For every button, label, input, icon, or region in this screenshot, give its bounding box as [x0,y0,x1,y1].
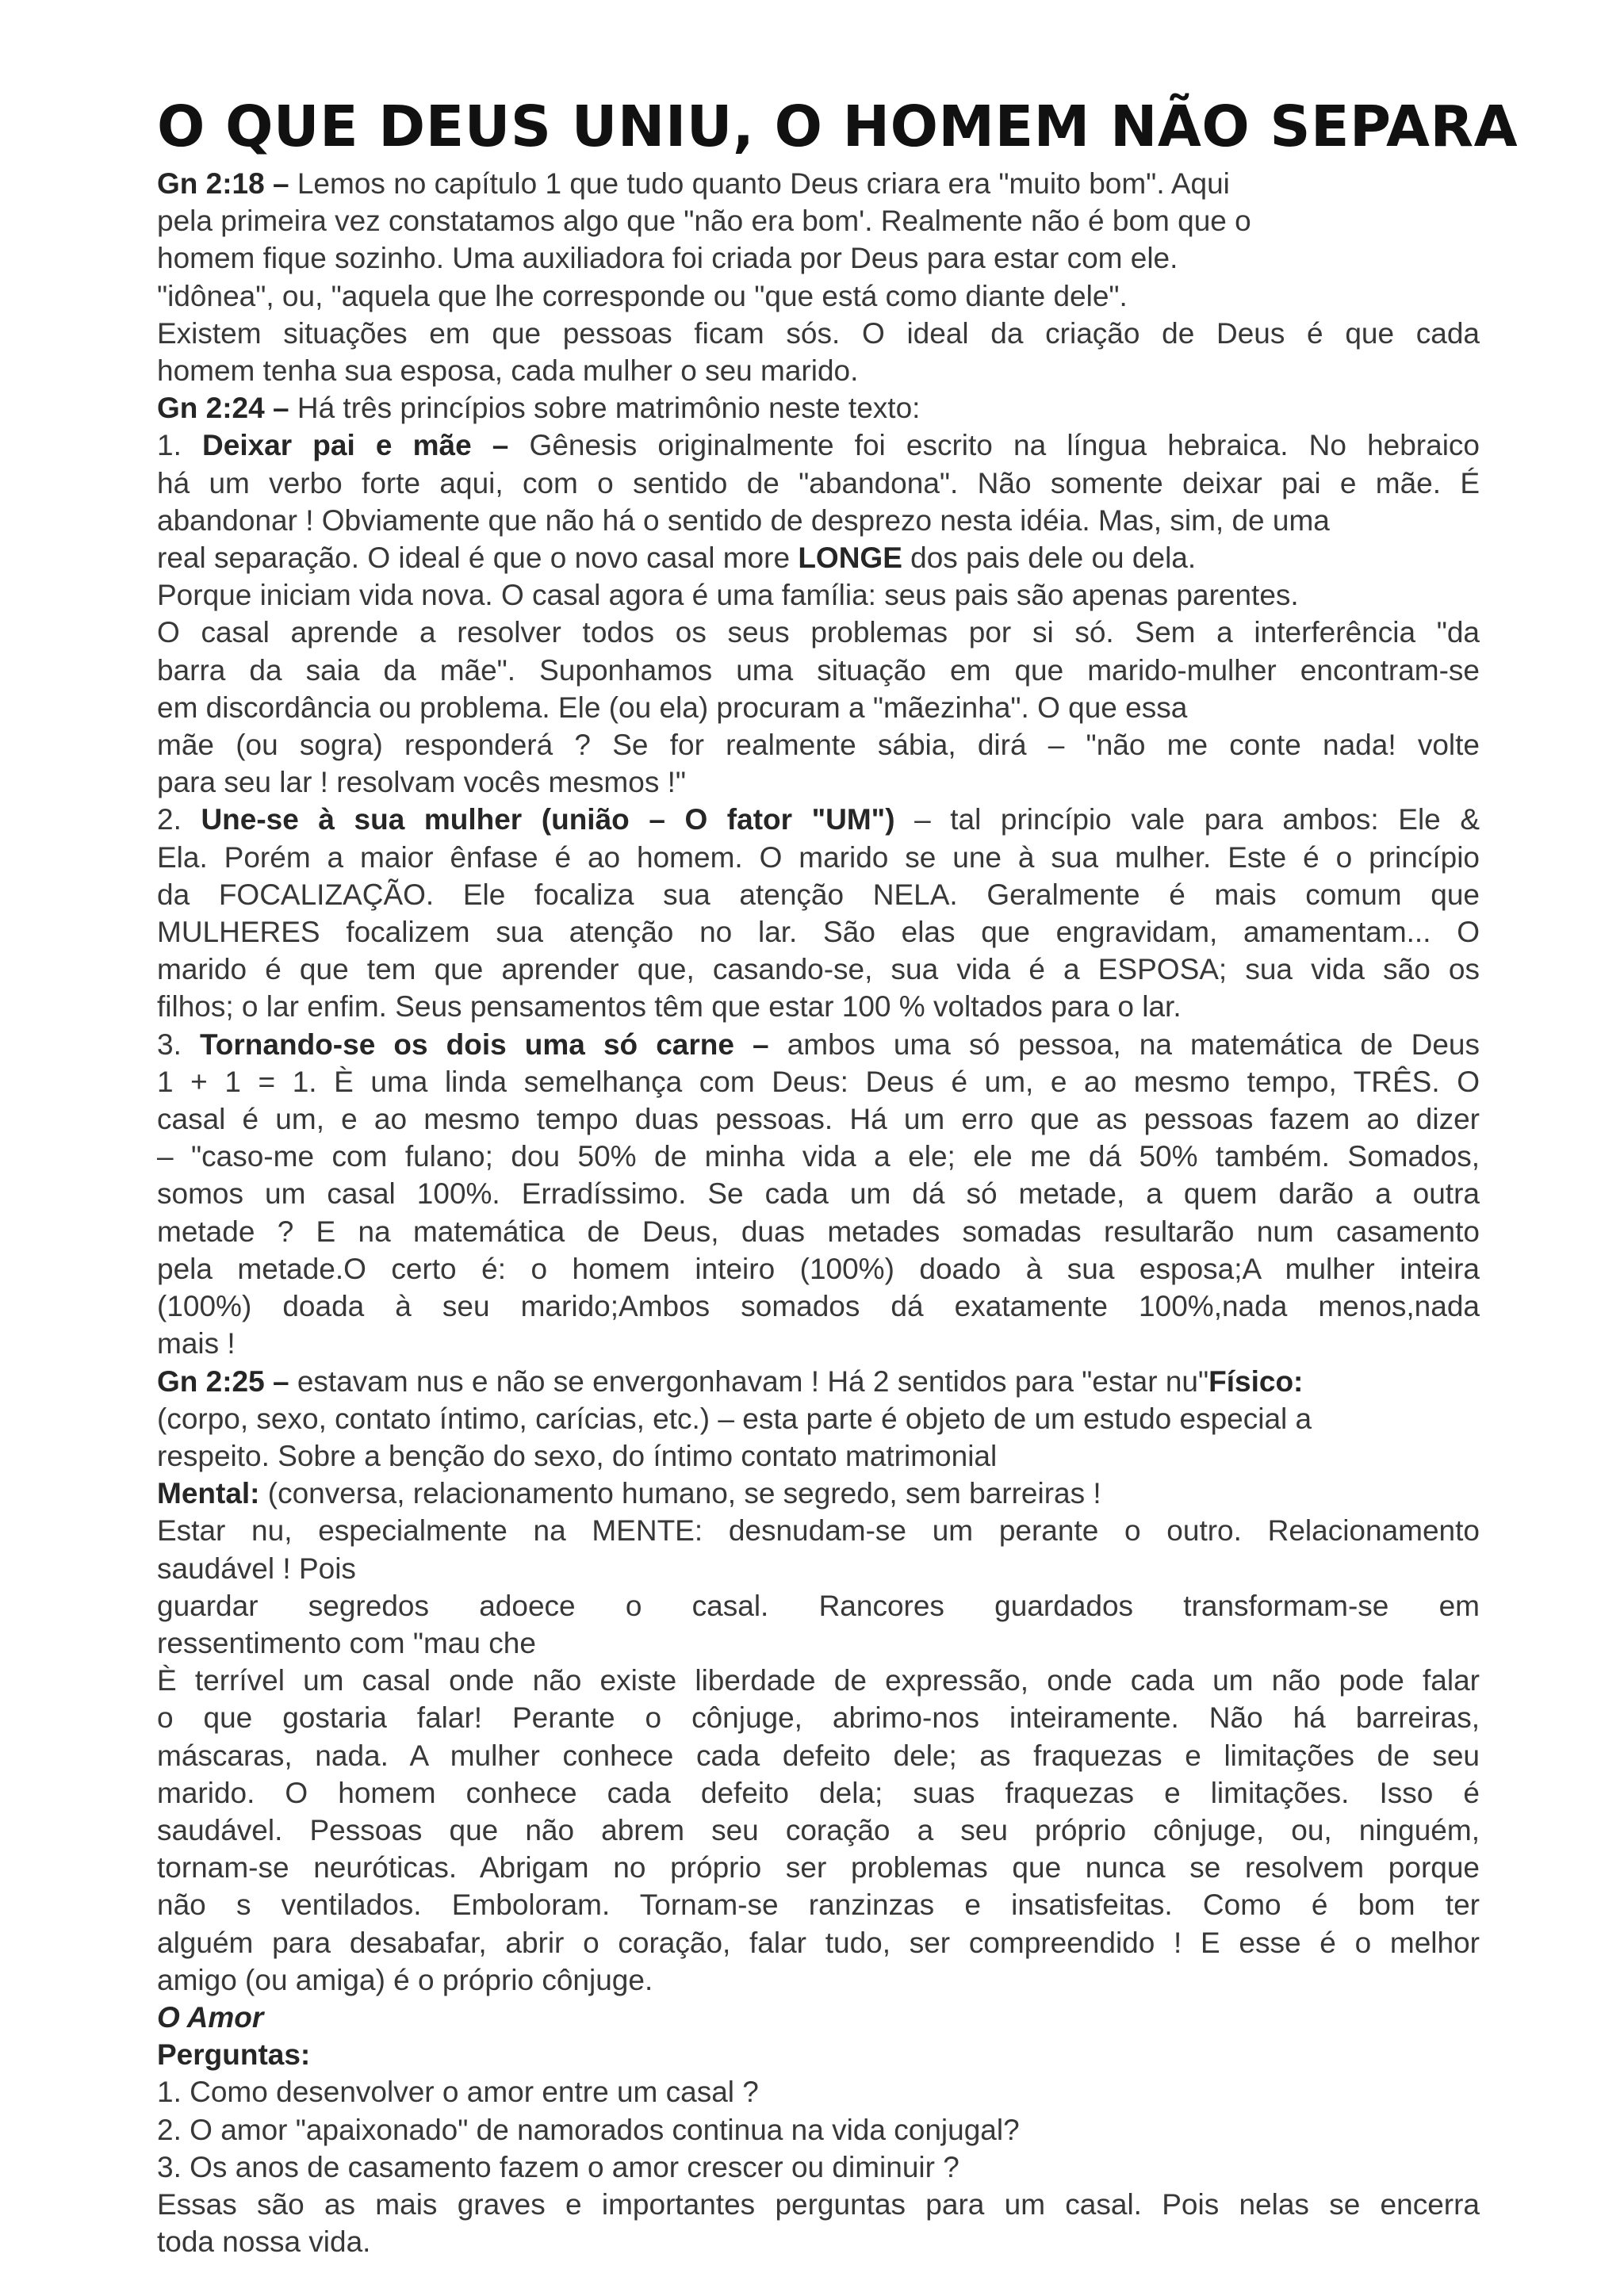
text-line: – "caso-me com fulano; dou 50% de minha vida a ele; ele me dá 50% também. Somados, [157,1140,1480,1173]
section-gn-2-25 [157,1363,1480,1999]
text-line: homem fique sozinho. Uma auxiliadora foi criada por Deus para estar com ele. [157,242,1178,275]
text-line: ressentimento com "mau che [157,1626,536,1659]
text-line: abandonar ! Obviamente que não há o sentido de desprezo nesta idéia. Mas, sim, de uma [157,503,1330,537]
text-line: mais ! [157,1327,236,1360]
text-line: homem tenha sua esposa, cada mulher o seu marido. [157,354,859,388]
emphasis-text: LONGE [798,541,902,575]
text-line: em discordância ou problema. Ele (ou ela) procuram a "mãezinha". O que essa [157,691,1188,724]
text-line: guardar segredos adoece o casal. Rancores guardados transformam-se em [157,1589,1480,1622]
text-line: real separação. O ideal é que o novo casal more LONGE dos pais dele ou dela. [157,541,1197,575]
text-line: Porque iniciam vida nova. O casal agora é uma família: seus pais são apenas parentes. [157,579,1299,612]
text-line: somos um casal 100%. Erradíssimo. Se cada um dá só metade, a quem darão a outra [157,1177,1480,1211]
section-heading: O Amor [157,2000,264,2034]
text-line: O casal aprende a resolver todos os seus problemas por si só. Sem a interferência "da [157,616,1480,649]
list-item: 1. Como desenvolver o amor entre um casal ? [157,2076,759,2109]
text-line: o que gostaria falar! Perante o cônjuge, abrimo-nos inteiramente. Não há barreiras, [157,1701,1480,1735]
text-line: barra da saia da mãe". Suponhamos uma situação em que marido-mulher encontram-se [157,653,1480,687]
text-line: tornam-se neuróticas. Abrigam no próprio ser problemas que nunca se resolvem porque [157,1851,1480,1885]
principle-2-line: 2. Une-se à sua mulher (união – O fator "UM") – tal princípio vale para ambos: Ele & [157,803,1480,836]
principle-heading: Une-se à sua mulher (união – O fator "UM") [201,803,895,836]
verse-ref: Gn 2:25 – [157,1364,289,1398]
principle-heading: Tornando-se os dois uma só carne – [199,1027,769,1061]
verse-ref: Gn 2:24 – [157,392,289,425]
text-line: marido. O homem conhece cada defeito dela; suas fraquezas e limitações. Isso é [157,1776,1480,1809]
text-line: Gn 2:24 – Há três princípios sobre matrimônio neste texto: [157,392,921,425]
text-line: Ela. Porém a maior ênfase é ao homem. O marido se une à sua mulher. Este é o princípio [157,840,1480,874]
text-line: da FOCALIZAÇÃO. Ele focaliza sua atenção NELA. Geralmente é mais comum que [157,878,1480,911]
text-line: marido é que tem que aprender que, casando-se, sua vida é a ESPOSA; sua vida são os [157,953,1480,986]
list-item: 2. O amor "apaixonado" de namorados continua na vida conjugal? [157,2113,1020,2146]
text-line: respeito. Sobre a benção do sexo, do íntimo contato matrimonial [157,1439,998,1472]
section-gn-2-24 [157,389,1480,1362]
text-line: È terrível um casal onde não existe liberdade de expressão, onde cada um não pode falar [157,1664,1480,1697]
text-line: Mental: (conversa, relacionamento humano, se segredo, sem barreiras ! [157,1477,1101,1510]
text-line: saudável ! Pois [157,1552,356,1585]
text-line: (corpo, sexo, contato íntimo, carícias, etc.) – esta parte é objeto de um estudo especial a [157,1402,1312,1435]
text-line: alguém para desabafar, abrir o coração, falar tudo, ser compreendido ! E esse é o melhor [157,1926,1480,1959]
text-line: Essas são as mais graves e importantes perguntas para um casal. Pois nelas se encerra [157,2187,1480,2221]
emphasis-text: Físico: [1208,1364,1304,1398]
text-line: (100%) doada à seu marido;Ambos somados dá exatamente 100%,nada menos,nada [157,1290,1480,1323]
text-line: Existem situações em que pessoas ficam sós. O ideal da criação de Deus é que cada [157,316,1480,350]
text-line: toda nossa vida. [157,2225,371,2259]
text-line: saudável. Pessoas que não abrem seu coração a seu próprio cônjuge, ou, ninguém, [157,1813,1480,1846]
text-line: máscaras, nada. A mulher conhece cada defeito dele; as fraquezas e limitações de seu [157,1739,1480,1772]
principle-1-line: 1. Deixar pai e mãe – Gênesis originalmente foi escrito na língua hebraica. No hebraico [157,429,1480,462]
list-item: 3. Os anos de casamento fazem o amor crescer ou diminuir ? [157,2150,959,2183]
text-line: "idônea", ou, "aquela que lhe corresponde ou "que está como diante dele". [157,279,1128,312]
principle-3-line: 3. Tornando-se os dois uma só carne – ambos uma só pessoa, na matemática de Deus [157,1027,1480,1061]
page-title: O QUE DEUS UNIU, O HOMEM NÃO SEPARA [157,94,1519,159]
text-line: MULHERES focalizem sua atenção no lar. São elas que engravidam, amamentam... O [157,916,1480,949]
text-line: filhos; o lar enfim. Seus pensamentos têm que estar 100 % voltados para o lar. [157,990,1182,1024]
text-line: Gn 2:18 – Lemos no capítulo 1 que tudo quanto Deus criara era "muito bom". Aqui [157,167,1230,200]
text-line: para seu lar ! resolvam vocês mesmos !" [157,766,687,799]
text-line: metade ? E na matemática de Deus, duas metades somadas resultarão num casamento [157,1215,1480,1248]
text-line: pela metade.O certo é: o homem inteiro (100%) doado à sua esposa;A mulher inteira [157,1252,1480,1285]
principle-heading: Deixar pai e mãe – [202,429,509,462]
text-line: Estar nu, especialmente na MENTE: desnudam-se um perante o outro. Relacionamento [157,1514,1480,1548]
text-line: pela primeira vez constatamos algo que "não era bom'. Realmente não é bom que o [157,205,1251,238]
document-page [157,94,1519,2260]
text-line: há um verbo forte aqui, com o sentido de "abandona". Não somente deixar pai e mãe. É [157,466,1480,499]
text-line: Gn 2:25 – estavam nus e não se envergonhavam ! Há 2 sentidos para "estar nu"Físico: [157,1364,1304,1398]
text-line: casal é um, e ao mesmo tempo duas pessoas. Há um erro que as pessoas fazem ao dizer [157,1103,1480,1136]
emphasis-text: Mental: [157,1477,260,1510]
verse-ref: Gn 2:18 – [157,167,289,200]
questions-label: Perguntas: [157,2038,311,2072]
section-gn-2-18 [157,165,1480,389]
text-line: amigo (ou amiga) é o próprio cônjuge. [157,1963,653,1996]
section-amor [157,1999,1480,2260]
text-line: 1 + 1 = 1. È uma linda semelhança com Deus: Deus é um, e ao mesmo tempo, TRÊS. O [157,1065,1480,1098]
text-line: não s ventilados. Emboloram. Tornam-se ranzinzas e insatisfeitas. Como é bom ter [157,1888,1480,1922]
text-line: mãe (ou sogra) responderá ? Se for realmente sábia, dirá – "não me conte nada! volte [157,729,1480,762]
